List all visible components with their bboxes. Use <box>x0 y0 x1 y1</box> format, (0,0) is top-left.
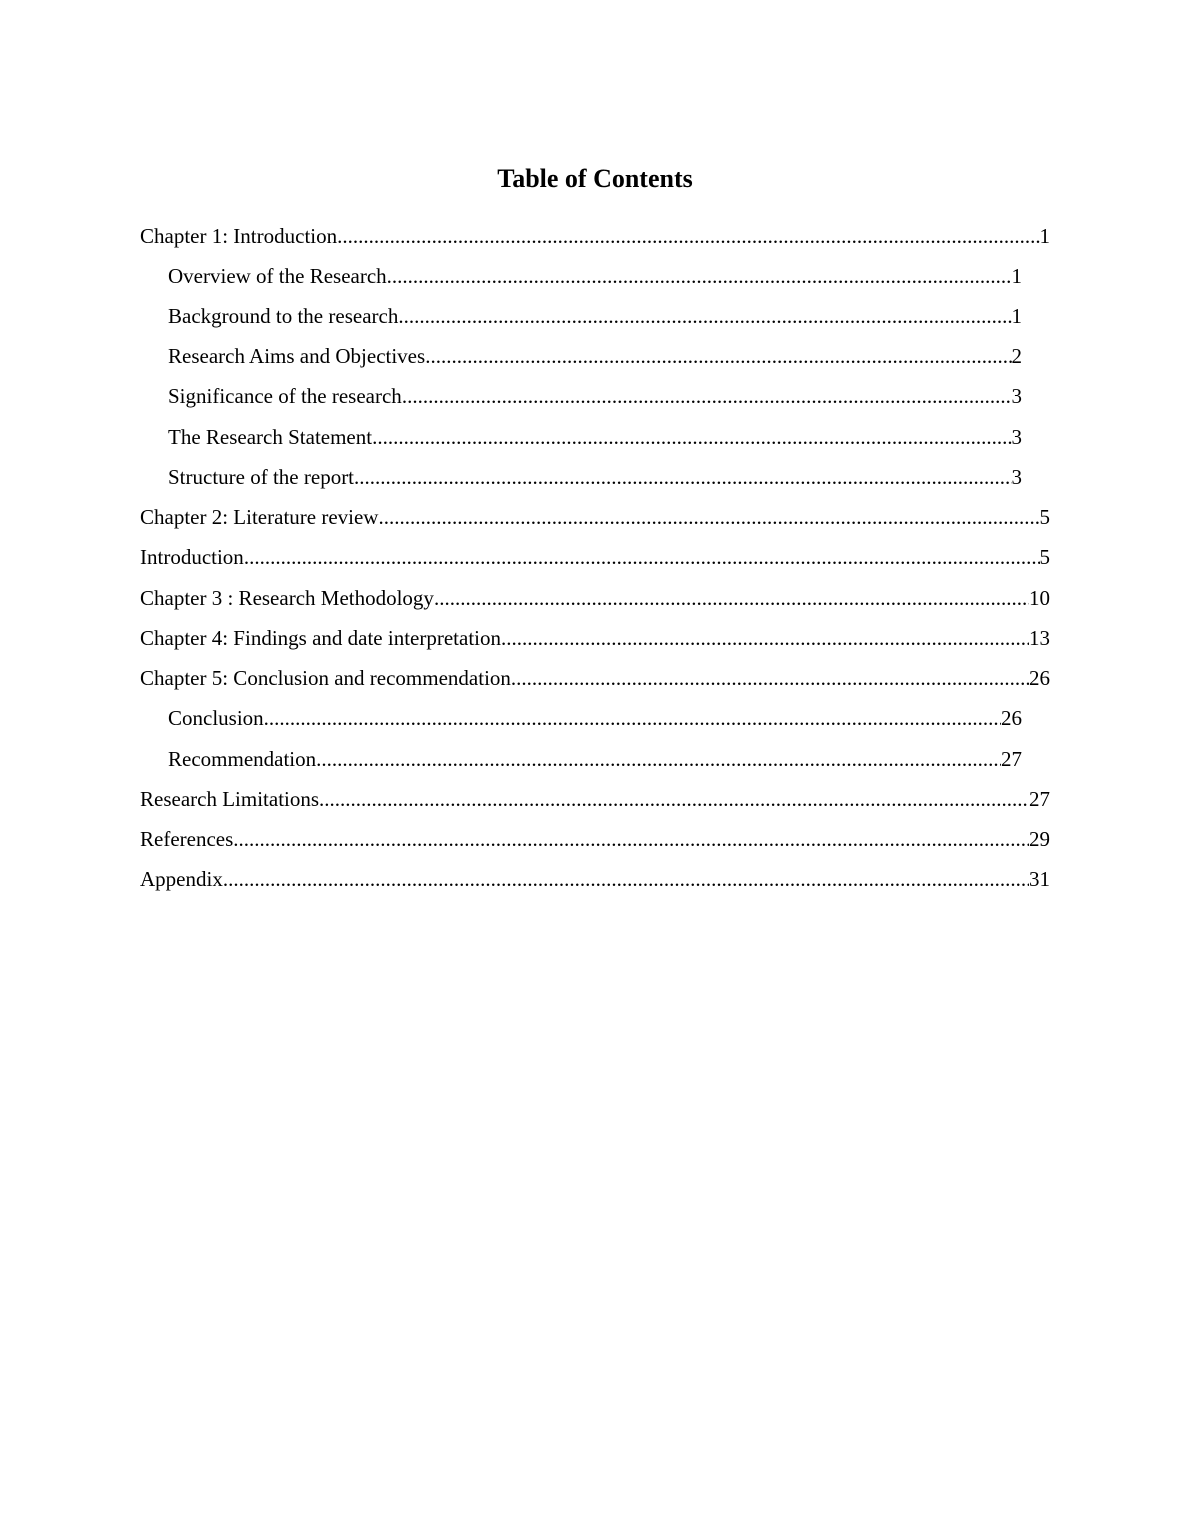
toc-entry-label: Research Aims and Objectives <box>168 344 426 368</box>
toc-page-number: 26 <box>1029 666 1050 690</box>
toc-entry-label: Background to the research <box>168 304 399 328</box>
toc-dot-leader <box>264 702 1001 734</box>
toc-entry-label: Structure of the report <box>168 465 355 489</box>
toc-entry[interactable] <box>140 823 1050 855</box>
toc-entry[interactable] <box>168 421 1022 453</box>
toc-dot-leader <box>316 743 1001 775</box>
toc-dot-leader <box>337 220 1039 252</box>
toc-page-number: 1 <box>1011 264 1022 288</box>
toc-entry-label: Chapter 2: Literature review <box>140 505 379 529</box>
toc-page-number: 1 <box>1039 224 1050 248</box>
toc-page-number: 26 <box>1001 706 1022 730</box>
toc-entry[interactable] <box>140 541 1050 573</box>
toc-entry-label: References <box>140 827 234 851</box>
toc-entry-label: Chapter 3 : Research Methodology <box>140 586 434 610</box>
toc-entry[interactable] <box>140 863 1050 895</box>
toc-page-number: 29 <box>1029 827 1050 851</box>
toc-entry-label: The Research Statement <box>168 425 373 449</box>
toc-page-number: 5 <box>1039 545 1050 569</box>
toc-dot-leader <box>387 260 1012 292</box>
toc-dot-leader <box>425 340 1011 372</box>
toc-entry[interactable] <box>140 501 1050 533</box>
toc-dot-leader <box>354 461 1011 493</box>
toc-entry[interactable] <box>140 662 1050 694</box>
toc-dot-leader <box>511 662 1029 694</box>
toc-entry-label: Recommendation <box>168 747 317 771</box>
toc-entry-label: Research Limitations <box>140 787 320 811</box>
toc-entry[interactable] <box>140 582 1050 614</box>
toc-dot-leader <box>434 582 1029 614</box>
toc-page-number: 3 <box>1011 425 1022 449</box>
toc-entry-label: Chapter 1: Introduction <box>140 224 338 248</box>
toc-dot-leader <box>398 300 1011 332</box>
toc-page-number: 27 <box>1001 747 1022 771</box>
toc-entry-label: Significance of the research <box>168 384 402 408</box>
toc-entry[interactable] <box>140 622 1050 654</box>
toc-dot-leader <box>244 541 1040 573</box>
toc-entry-label: Chapter 4: Findings and date interpretation <box>140 626 501 650</box>
toc-page-number: 3 <box>1011 465 1022 489</box>
toc-page-number: 27 <box>1029 787 1050 811</box>
toc-page-number: 5 <box>1039 505 1050 529</box>
toc-entry[interactable] <box>168 702 1022 734</box>
toc-dot-leader <box>233 823 1029 855</box>
toc-dot-leader <box>319 783 1029 815</box>
toc-page-number: 1 <box>1011 304 1022 328</box>
toc-entry[interactable] <box>140 783 1050 815</box>
toc-page-number: 10 <box>1029 586 1050 610</box>
toc-entry-label: Chapter 5: Conclusion and recommendation <box>140 666 511 690</box>
toc-entry[interactable] <box>168 300 1022 332</box>
toc-page-number: 3 <box>1011 384 1022 408</box>
toc-page-number: 31 <box>1029 867 1050 891</box>
toc-entry[interactable] <box>140 220 1050 252</box>
toc-entry-label: Introduction <box>140 545 244 569</box>
toc-entry-label: Overview of the Research <box>168 264 387 288</box>
toc-entry[interactable] <box>168 743 1022 775</box>
toc-entry[interactable] <box>168 340 1022 372</box>
toc-dot-leader <box>223 863 1029 895</box>
toc-dot-leader <box>378 501 1039 533</box>
toc-page-number: 13 <box>1029 626 1050 650</box>
toc-dot-leader <box>402 380 1012 412</box>
toc-entry-label: Conclusion <box>168 706 264 730</box>
toc-page-number: 2 <box>1011 344 1022 368</box>
toc-title: Table of Contents <box>497 164 693 193</box>
toc-dot-leader <box>501 622 1029 654</box>
toc-entry-label: Appendix <box>140 867 223 891</box>
toc-entry[interactable] <box>168 380 1022 412</box>
toc-entry[interactable] <box>168 260 1022 292</box>
toc-entry[interactable] <box>168 461 1022 493</box>
toc-dot-leader <box>372 421 1011 453</box>
